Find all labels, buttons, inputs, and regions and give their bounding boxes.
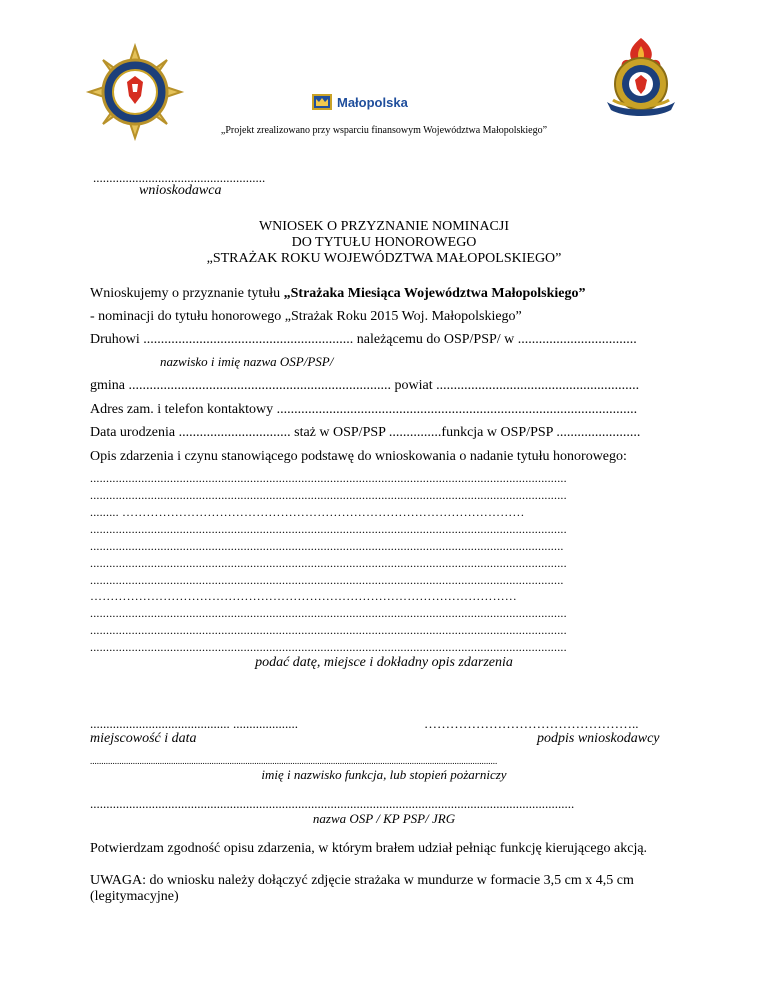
applicant-label: wnioskodawca: [139, 183, 222, 198]
malopolska-logo: [312, 94, 408, 110]
signature-field[interactable]: …………………………………………..: [424, 716, 639, 731]
description-line[interactable]: ……………………………………………………………………………………………: [90, 590, 517, 603]
name-function-label: imię i nazwisko funkcja, lub stopień pożarniczy: [261, 767, 507, 782]
malopolska-logo-icon: [312, 94, 332, 110]
address-phone-field[interactable]: Adres zam. i telefon kontaktowy .......................................................................................................: [90, 402, 638, 417]
gmina-powiat-field[interactable]: gmina ........................................................................... powiat ..........................................................: [90, 378, 640, 393]
name-function-field[interactable]: .....................................................................................................................................................................................: [90, 756, 498, 766]
place-date-label: miejscowość i data: [90, 731, 197, 746]
attention-note: UWAGA: do wniosku należy dołączyć zdjęcie strażaka w mundurze w formacie 3,5 cm x 4,5 cm (legitymacyjne): [90, 873, 634, 904]
description-caption: podać datę, miejsce i dokładny opis zdarzenia: [255, 655, 513, 670]
unit-name-field[interactable]: .....................................................................................................................................................: [90, 796, 575, 811]
funding-note: „Projekt zrealizowano przy wsparciu finansowym Województwa Małopolskiego”: [220, 125, 548, 136]
description-line[interactable]: .....................................................................................................................................................: [90, 523, 567, 536]
request-line: [90, 286, 674, 302]
applicant-dots: .....................................................: [93, 170, 266, 185]
title-line-3: „STRAŻAK ROKU WOJEWÓDZTWA MAŁOPOLSKIEGO”: [206, 251, 562, 266]
druhowi-caption: nazwisko i imię nazwa OSP/PSP/: [160, 354, 334, 369]
description-label: Opis zdarzenia i czynu stanowiącego podstawę do wnioskowania o nadanie tytułu honorowego:: [90, 449, 627, 464]
request-prefix: Wnioskujemy o przyznanie tytułu: [90, 286, 284, 301]
description-line[interactable]: .....................................................................................................................................................: [90, 607, 567, 620]
description-line[interactable]: .....................................................................................................................................................: [90, 489, 567, 502]
description-line[interactable]: .....................................................................................................................................................: [90, 472, 567, 485]
place-date-field[interactable]: ........................................... ....................: [90, 716, 298, 731]
birth-service-function-field[interactable]: Data urodzenia ................................ staż w OSP/PSP ...............funkcja w OSP/PSP ........................: [90, 425, 641, 440]
description-line[interactable]: .....................................................................................................................................................: [90, 557, 567, 570]
malopolska-brand-text: Małopolska: [337, 94, 408, 110]
description-line[interactable]: ....................................................................................................................................................: [90, 574, 564, 587]
unit-name-label: nazwa OSP / KP PSP/ JRG: [312, 811, 456, 826]
title-line-2: DO TYTUŁU HONOROWEGO: [291, 235, 477, 250]
description-line[interactable]: ......... ………………………………………………………………………………………: [90, 506, 525, 519]
document-title: [0, 219, 768, 267]
confirmation-text: Potwierdzam zgodność opisu zdarzenia, w którym brałem udział pełniąc funkcję kierującego akcją.: [90, 841, 648, 856]
nomination-line: - nominacji do tytułu honorowego „Strażak Roku 2015 Woj. Małopolskiego”: [90, 309, 522, 324]
request-title-bold: „Strażaka Miesiąca Województwa Małopolskiego”: [283, 286, 586, 301]
signature-label: podpis wnioskodawcy: [537, 731, 660, 746]
description-line[interactable]: ....................................................................................................................................................: [90, 540, 564, 553]
description-line[interactable]: .....................................................................................................................................................: [90, 641, 567, 654]
description-line[interactable]: .....................................................................................................................................................: [90, 624, 567, 637]
psp-emblem-logo: [597, 36, 685, 118]
druhowi-field[interactable]: Druhowi ............................................................ należącemu do OSP/PSP/ w ..................................: [90, 332, 637, 347]
title-line-1: WNIOSEK O PRZYZNANIE NOMINACJI: [258, 219, 510, 234]
